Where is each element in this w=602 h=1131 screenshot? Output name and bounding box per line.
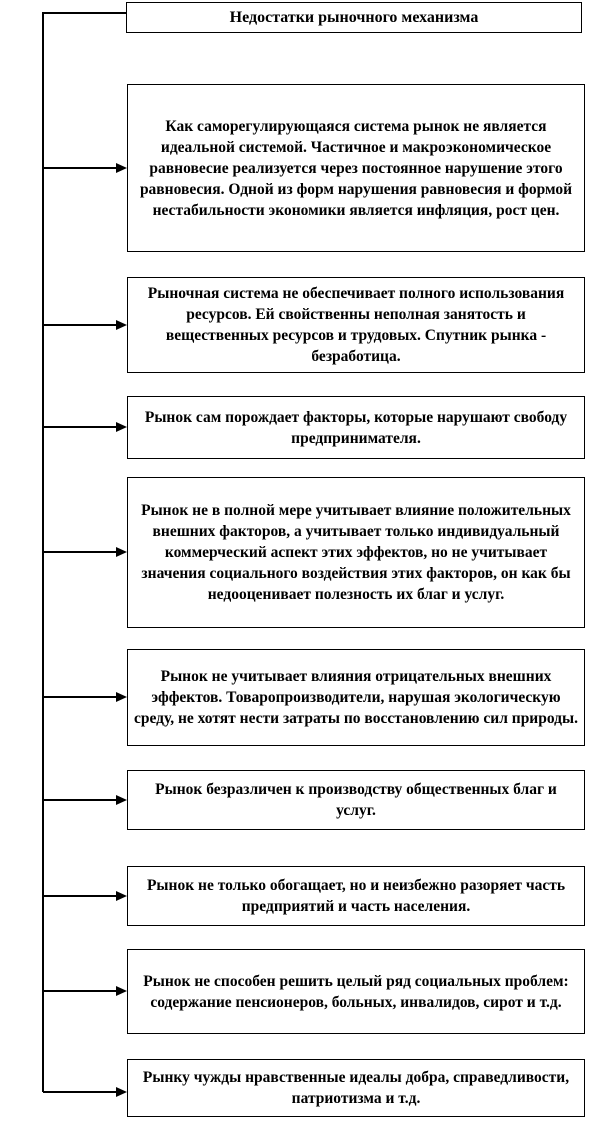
flow-box-text: Рынок безразличен к производству общественных благ и услуг. bbox=[155, 781, 557, 819]
arrow-shaft bbox=[43, 990, 117, 992]
arrowhead-icon bbox=[116, 1087, 127, 1097]
arrow-shaft bbox=[43, 551, 117, 553]
flow-box-6 bbox=[127, 770, 585, 830]
arrowhead-icon bbox=[116, 547, 127, 557]
arrowhead-icon bbox=[116, 320, 127, 330]
arrowhead-icon bbox=[116, 891, 127, 901]
arrowhead-icon bbox=[116, 692, 127, 702]
flow-box-text: Рынок сам порождает факторы, которые нарушают свободу предпринимателя. bbox=[144, 408, 568, 447]
flow-box-9 bbox=[127, 1059, 585, 1117]
flow-box-5 bbox=[127, 649, 585, 746]
arrow-shaft bbox=[43, 324, 117, 326]
flow-box-text: Рынку чужды нравственные идеалы добра, справедливости, патриотизма и т.д. bbox=[142, 1069, 570, 1107]
arrow-shaft bbox=[43, 1091, 117, 1093]
arrow-shaft bbox=[43, 167, 117, 169]
arrowhead-icon bbox=[116, 422, 127, 432]
title-connector-line bbox=[43, 12, 127, 14]
diagram-title: Недостатки рыночного механизма bbox=[229, 9, 479, 26]
flow-box-text: Как саморегулирующаяся система рынок не является идеальной системой. Частичное и макроэкономическое равновесие реализуется через постоянное нарушение этого равновесия. Одной из форм нарушения равновесия и формой нестабильности экономики является инфляция, рост цен. bbox=[139, 117, 573, 219]
arrow-shaft bbox=[43, 799, 117, 801]
flow-box-1 bbox=[127, 84, 585, 252]
arrow-shaft bbox=[43, 895, 117, 897]
flow-box-text: Рынок не только обогащает, но и неизбежно разоряет часть предприятий и часть населения. bbox=[146, 877, 566, 915]
flow-box-4 bbox=[127, 477, 585, 628]
arrowhead-icon bbox=[116, 163, 127, 173]
flow-box-text: Рынок не в полной мере учитывает влияние положительных внешних факторов, а учитывает только индивидуальный коммерческий аспект этих эффектов, но не учитывает значения социального воздействия этих факторов, он как бы недооценивает полезность их благ и услуг. bbox=[141, 502, 571, 603]
flow-box-3 bbox=[127, 396, 585, 459]
arrowhead-icon bbox=[116, 795, 127, 805]
flow-box-7 bbox=[127, 866, 585, 926]
diagram-title-box bbox=[126, 2, 582, 33]
flow-box-text: Рынок не способен решить целый ряд социальных проблем: содержание пенсионеров, больных, инвалидов, сирот и т.д. bbox=[143, 972, 569, 1011]
arrow-shaft bbox=[43, 696, 117, 698]
arrowhead-icon bbox=[116, 986, 127, 996]
flow-box-8 bbox=[127, 949, 585, 1034]
flow-box-2 bbox=[127, 277, 585, 373]
flow-box-text: Рынок не учитывает влияния отрицательных внешних эффектов. Товаропроизводители, нарушая экологическую среду, не хотят нести затраты по восстановлению сил природы. bbox=[134, 668, 578, 727]
flow-box-text: Рыночная система не обеспечивает полного использования ресурсов. Ей свойственны неполная занятость и вещественных ресурсов и трудовых. Спутник рынка - безработица. bbox=[147, 285, 565, 365]
arrow-shaft bbox=[43, 426, 117, 428]
